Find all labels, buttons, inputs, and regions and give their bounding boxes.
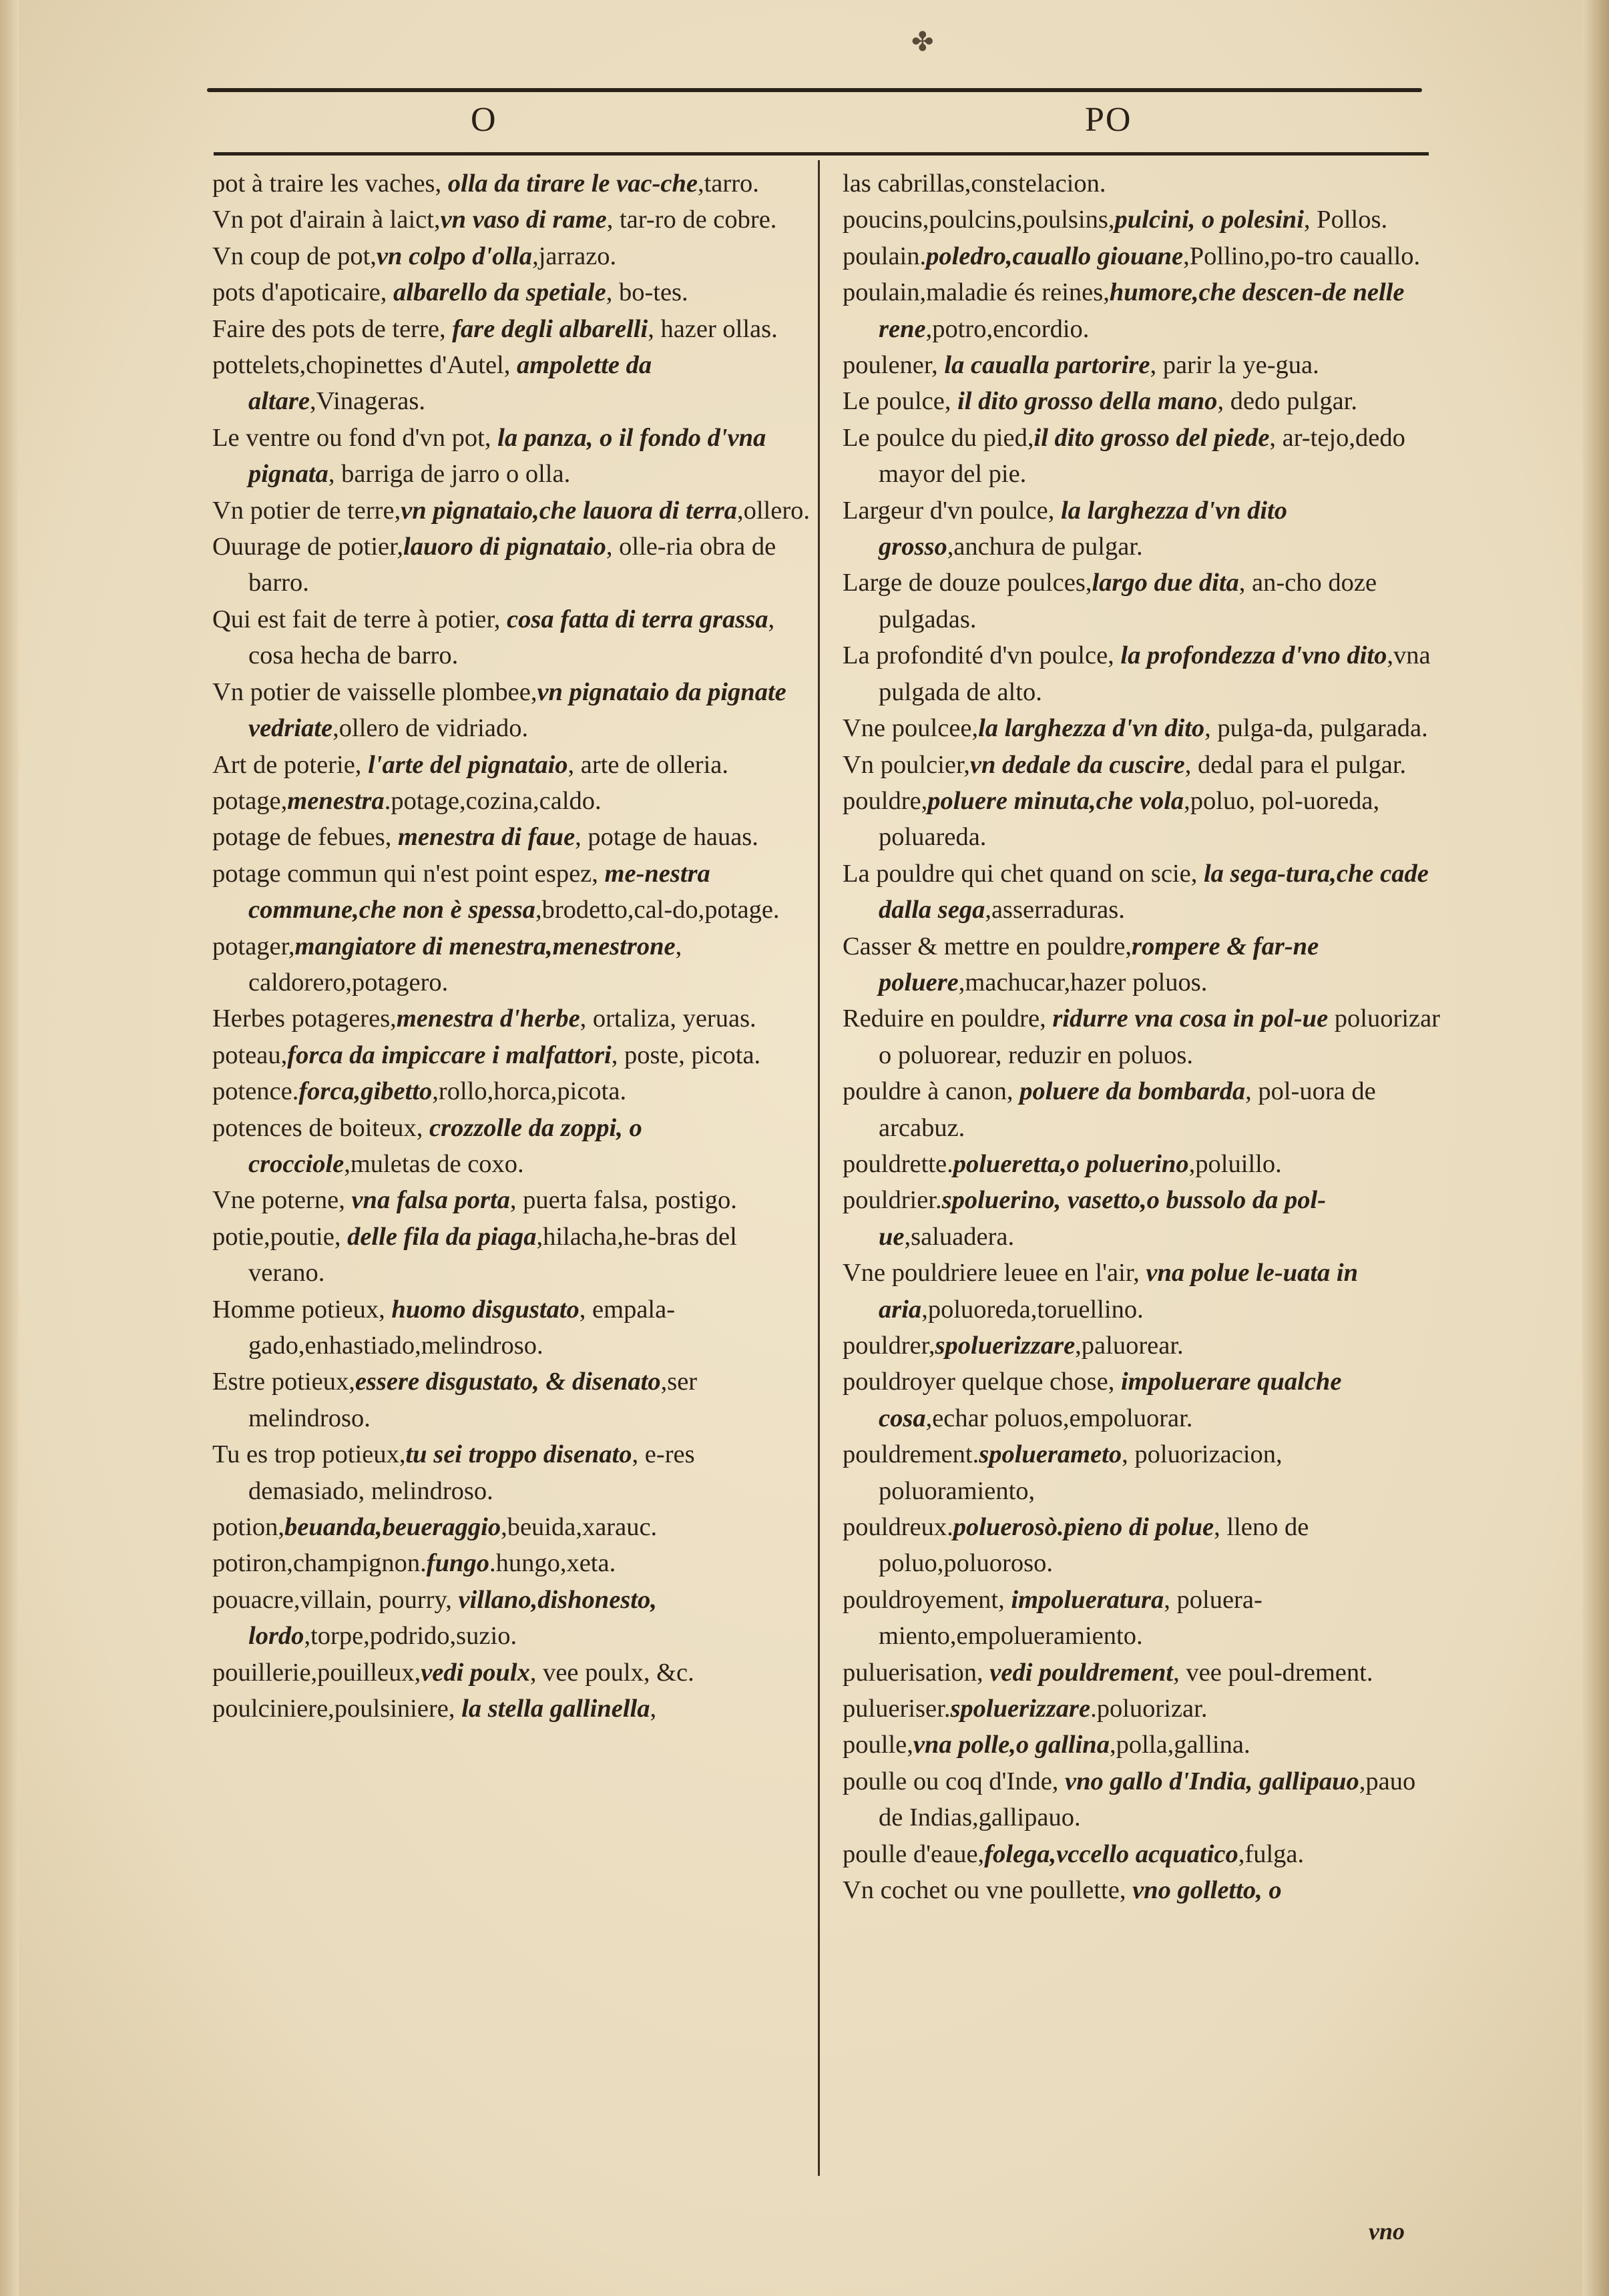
entry-text: puluerisation, [843,1658,990,1687]
entry-text: , parir la ye-gua. [1150,351,1319,380]
entry-text: poulciniere,poulsiniere, [212,1695,462,1723]
entry-text: ,saluadera. [904,1222,1015,1251]
italian-gloss: me-nestra commune,che non è spessa [248,859,710,924]
entry-text: Casser & mettre en pouldre, [843,932,1132,960]
entry-text: ,anchura de pulgar. [947,533,1143,561]
entry-text: ,ollero. [736,496,811,525]
dictionary-entry [843,1509,1443,1582]
italian-gloss: menestra d'herbe [396,1005,580,1033]
entry-text: ,fulga. [1238,1839,1305,1868]
italian-gloss: mangiatore di menestra,menestrone [294,932,676,960]
italian-gloss: vn pignataio,che lauora di terra [401,496,737,525]
entry-text: Vne poterne, [212,1186,352,1215]
entry-text: Vn cochet ou vne poullette, [843,1876,1133,1905]
entry-text: ,poluillo. [1188,1149,1282,1178]
italian-gloss: crozzolle da zoppi, o crocciole [248,1113,642,1178]
entry-text: poulle ou coq d'Inde, [843,1767,1066,1795]
entry-text: ,asserraduras. [985,896,1125,924]
italian-gloss: vna polue le-uata in aria [879,1259,1359,1324]
entry-text: , ortaliza, yeruas. [580,1005,756,1033]
italian-gloss: largo due dita [1092,569,1239,597]
entry-text: potage de febues, [212,823,398,852]
italian-gloss: la sega-tura,che cade dalla sega [879,859,1429,924]
italian-gloss: pulcini, o polesini [1114,206,1304,234]
entry-text: ,vna pulgada de alto. [879,641,1431,706]
dictionary-entry [843,166,1443,202]
running-head-left: O [471,101,497,139]
entry-text: , [650,1695,657,1723]
entry-text: , cosa hecha de barro. [248,605,775,670]
entry-text: , Pollos. [1303,206,1388,234]
dictionary-entry [212,1545,813,1581]
italian-gloss: la caualla partorire [944,351,1150,380]
entry-text: pottelets,chopinettes d'Autel, [212,351,517,380]
entry-text: ,beuida,xarauc. [501,1513,658,1542]
entry-text: poucins,poulcins,poulsins, [843,206,1115,234]
entry-text: Vn potier de vaisselle plombee, [212,677,537,706]
italian-gloss: fungo [426,1549,489,1578]
top-rule [207,88,1422,92]
entry-text: potage, [212,786,288,815]
italian-gloss: spoluerizzare [950,1695,1091,1723]
dictionary-entry [843,1763,1443,1836]
entry-text: Tu es trop potieux, [212,1440,406,1469]
entry-text: , dedal para el pulgar. [1184,750,1407,779]
entry-text: potence. [212,1077,299,1106]
running-head-right: PO [1085,101,1132,139]
page-edge-left [0,0,19,2296]
dictionary-entry [843,747,1443,783]
dictionary-entry [843,420,1443,493]
entry-text: pouldreux. [843,1513,953,1542]
entry-text: poluorizar o poluorear, reduzir en poluos. [879,1005,1441,1069]
entry-text: ,potro,encordio. [925,314,1090,343]
entry-text: , hazer ollas. [648,314,778,343]
dictionary-entry [843,710,1443,746]
entry-text: Largeur d'vn poulce, [843,496,1061,525]
dictionary-entry [212,202,813,238]
dictionary-entry [843,783,1443,856]
entry-text: .poluorizar. [1090,1695,1208,1723]
entry-text: potage commun qui n'est point espez, [212,859,605,888]
entry-text: las cabrillas,constelacion. [843,170,1106,198]
italian-gloss: la panza, o il fondo d'vna pignata [248,423,766,489]
italian-gloss: la stella gallinella [461,1695,650,1723]
dictionary-entry [843,1328,1443,1364]
entry-text: ,echar poluos,empoluorar. [925,1404,1193,1432]
italian-gloss: cosa fatta di terra grassa [507,605,768,633]
entry-text: ,polla,gallina. [1109,1731,1250,1759]
entry-text: potager, [212,932,295,960]
dictionary-entry [843,928,1443,1001]
entry-text: Vn coup de pot, [212,242,377,270]
italian-gloss: forca da impiccare i malfattori [287,1041,612,1069]
entry-text: La pouldre qui chet quand on scie, [843,859,1204,888]
italian-gloss: impoluerare qualche cosa [879,1368,1342,1432]
dictionary-entry [212,493,813,529]
header-rule [214,152,1429,156]
entry-text: ,poluoreda,toruellino. [921,1295,1144,1324]
italian-gloss: vna falsa porta [351,1186,510,1215]
italian-gloss: fare degli albarelli [452,314,648,343]
entry-text: ,ollero de vidriado. [332,714,529,743]
entry-text: ,muletas de coxo. [344,1149,524,1178]
entry-text: pouillerie,pouilleux, [212,1658,421,1687]
italian-gloss: rompere & far-ne poluere [879,932,1319,996]
italian-gloss: lauoro di pignataio [403,533,606,561]
entry-text: ,poluo, pol-uoreda, poluareda. [879,786,1380,852]
entry-text: pulueriser. [843,1695,951,1723]
catchword: vno [1369,2218,1405,2245]
italian-gloss: delle fila da piaga [347,1222,537,1251]
entry-text: pouldrier. [843,1186,942,1215]
dictionary-entry [212,674,813,747]
dictionary-entry [843,202,1443,238]
dictionary-entry [212,601,813,674]
italian-gloss: olla da tirare le vac-che [447,170,698,198]
entry-text: pouldrette. [843,1149,953,1178]
entry-text: pouldrer, [843,1332,935,1360]
italian-gloss: spoluerameto [979,1440,1122,1469]
entry-text: pouacre,villain, pourry, [212,1585,459,1614]
italian-gloss: vn pignataio da pignate vedriate [248,677,786,743]
entry-text: , olle-ria obra de barro. [248,533,776,597]
italian-gloss: menestra [287,786,385,815]
page-edge-right [1582,0,1609,2296]
entry-text: , empala-gado,enhastiado,melindroso. [248,1295,676,1360]
entry-text: pouldroyer quelque chose, [843,1368,1121,1396]
italian-gloss: spoluerizzare [935,1332,1076,1360]
entry-text: Estre potieux, [212,1368,355,1396]
italian-gloss: folega,vccello acquatico [984,1839,1238,1868]
dictionary-entry [843,1182,1443,1255]
entry-text: Reduire en pouldre, [843,1005,1053,1033]
entry-text: ,Vinageras. [309,387,425,416]
entry-text: , ar-tejo,dedo mayor del pie. [879,423,1405,489]
entry-text: Le poulce du pied, [843,423,1034,452]
dictionary-entry [843,1000,1443,1073]
entry-text: Qui est fait de terre à potier, [212,605,507,633]
entry-text: , bo-tes. [606,278,688,307]
italian-gloss: ampolette da altare [248,351,652,416]
italian-gloss: polueretta,o poluerino [953,1149,1189,1178]
entry-text: , lleno de poluo,poluoroso. [879,1513,1309,1578]
dictionary-entry [843,1872,1443,1908]
entry-text: poulain. [843,242,927,270]
entry-text: Large de douze poulces, [843,569,1092,597]
entry-text: ,Pollino,po-tro cauallo. [1183,242,1421,270]
entry-text: poulle, [843,1731,913,1759]
dictionary-entry [843,1436,1443,1509]
dictionary-entry [212,311,813,347]
italian-gloss: la larghezza d'vn dito grosso [879,496,1288,561]
italian-gloss: vna polle,o gallina [913,1731,1110,1759]
entry-text: , tar-ro de cobre. [606,206,777,234]
dictionary-entry [212,1219,813,1292]
italian-gloss: la larghezza d'vn dito [978,714,1205,743]
right-column [843,166,1443,1909]
entry-text: ,pauo de Indias,gallipauo. [879,1767,1416,1832]
italian-gloss: humore,che descen-de nelle rene [879,278,1405,343]
dictionary-entry [212,1509,813,1545]
entry-text: , e-res demasiado, melindroso. [248,1440,695,1505]
entry-text: ,rollo,horca,picota. [432,1077,627,1106]
dictionary-entry [212,1691,813,1727]
entry-text: poteau, [212,1041,288,1069]
dictionary-entry [212,747,813,783]
entry-text: Vn pot d'airain à laict, [212,206,441,234]
entry-text: ,ser melindroso. [248,1368,698,1432]
dictionary-entry [212,238,813,274]
dictionary-entry [212,1655,813,1691]
italian-gloss: poluerosò.pieno di polue [953,1513,1214,1542]
dictionary-entry [212,529,813,601]
entry-text: , vee poulx, &c. [529,1658,694,1687]
dictionary-entry [843,1364,1443,1436]
italian-gloss: menestra di faue [397,823,576,852]
dictionary-entry [212,856,813,928]
entry-text: Vne poulcee, [843,714,979,743]
entry-text: pot à traire les vaches, [212,170,448,198]
italian-gloss: vn dedale da cuscire [969,750,1185,779]
entry-text: , vee poul-drement. [1173,1658,1373,1687]
entry-text: , pulga-da, pulgarada. [1204,714,1428,743]
italian-gloss: vedi pouldrement [989,1658,1174,1687]
left-column [212,166,813,1727]
entry-text: potie,poutie, [212,1222,348,1251]
entry-text: , pol-uora de arcabuz. [879,1077,1376,1142]
dictionary-entry [212,274,813,310]
entry-text: potiron,champignon. [212,1549,427,1578]
dictionary-entry [843,856,1443,928]
dictionary-entry [843,1691,1443,1727]
entry-text: ,paluorear. [1075,1332,1184,1360]
italian-gloss: vn colpo d'olla [376,242,533,270]
italian-gloss: il dito grosso della mano [957,387,1218,416]
entry-text: , poluorizacion, poluoramiento, [879,1440,1283,1505]
entry-text: La profondité d'vn poulce, [843,641,1121,670]
entry-text: Herbes potageres, [212,1005,397,1033]
column-divider [818,160,820,2176]
entry-text: Vne pouldriere leuee en l'air, [843,1259,1146,1287]
italian-gloss: albarello da spetiale [393,278,606,307]
entry-text: ,tarro. [697,170,759,198]
dictionary-entry [843,565,1443,637]
italian-gloss: poluere minuta,che vola [927,786,1184,815]
italian-gloss: vno golletto, o [1132,1876,1282,1905]
dictionary-entry [212,783,813,819]
italian-gloss: vedi poulx [421,1658,530,1687]
dictionary-entry [212,1582,813,1655]
entry-text: ,jarrazo. [532,242,617,270]
entry-text: Vn potier de terre, [212,496,401,525]
entry-text: pouldrement. [843,1440,979,1469]
entry-text: potences de boiteux, [212,1113,430,1142]
dictionary-entry [843,1255,1443,1328]
entry-text: , arte de olleria. [567,750,729,779]
dictionary-entry [212,1000,813,1037]
entry-text: potion, [212,1513,285,1542]
entry-text: pouldre, [843,786,928,815]
italian-gloss: forca,gibetto [298,1077,433,1106]
entry-text: ,hilacha,he-bras del verano. [248,1222,737,1287]
dictionary-entry [843,274,1443,347]
italian-gloss: poledro,cauallo giouane [926,242,1184,270]
entry-text: Faire des pots de terre, [212,314,453,343]
dictionary-entry [212,347,813,420]
italian-gloss: l'arte del pignataio [368,750,568,779]
entry-text: , barriga de jarro o olla. [328,460,571,489]
dictionary-entry [843,1655,1443,1691]
entry-text: poulener, [843,351,945,380]
dictionary-entry [212,420,813,493]
entry-text: pouldroyement, [843,1585,1011,1614]
dictionary-entry [212,1037,813,1073]
entry-text: Ouurage de potier, [212,533,404,561]
italian-gloss: spoluerino, vasetto,o bussolo da pol-ue [879,1186,1327,1251]
italian-gloss: vn vaso di rame [440,206,607,234]
dictionary-entry [212,1292,813,1364]
entry-text: poulle d'eaue, [843,1839,985,1868]
dictionary-entry [212,1182,813,1218]
dictionary-entry [843,1836,1443,1872]
italian-gloss: essere disgustato, & disenato [355,1368,661,1396]
italian-gloss: ridurre vna cosa in pol-ue [1052,1005,1329,1033]
italian-gloss: il dito grosso del piede [1033,423,1270,452]
dictionary-entry [212,1073,813,1109]
dictionary-entry [212,1110,813,1183]
entry-text: ,brodetto,cal-do,potage. [535,896,780,924]
entry-text: Vn poulcier, [843,750,970,779]
italian-gloss: vno gallo d'India, gallipauo [1065,1767,1359,1795]
italian-gloss: beuanda,beueraggio [284,1513,501,1542]
dictionary-entry [843,1727,1443,1763]
entry-text: , poste, picota. [611,1041,761,1069]
dictionary-entry [843,493,1443,565]
entry-text: pouldre à canon, [843,1077,1020,1106]
italian-gloss: poluere da bombarda [1019,1077,1246,1106]
entry-text: , puerta falsa, postigo. [509,1186,737,1215]
dictionary-entry [212,819,813,855]
entry-text: Art de poterie, [212,750,369,779]
entry-text: , caldorero,potagero. [248,932,682,996]
entry-text: , poluera-miento,empolueramiento. [879,1585,1262,1651]
italian-gloss: huomo disgustato [391,1295,580,1324]
entry-text: ,torpe,podrido,suzio. [304,1622,517,1651]
italian-gloss: tu sei troppo disenato [405,1440,632,1469]
entry-text: , potage de hauas. [575,823,758,852]
ornament-icon: ✤ [911,27,934,57]
dictionary-entry [843,637,1443,710]
dictionary-entry [212,1436,813,1509]
italian-gloss: la profondezza d'vno dito [1120,641,1387,670]
entry-text: pots d'apoticaire, [212,278,394,307]
dictionary-entry [843,383,1443,419]
dictionary-entry [843,1582,1443,1655]
dictionary-entry [843,238,1443,274]
entry-text: Le poulce, [843,387,958,416]
entry-text: poulain,maladie és reines, [843,278,1110,307]
entry-text: .potage,cozina,caldo. [384,786,602,815]
entry-text: ,machucar,hazer poluos. [958,968,1208,996]
entry-text: Homme potieux, [212,1295,392,1324]
dictionary-entry [843,347,1443,383]
dictionary-entry [843,1146,1443,1182]
entry-text: .hungo,xeta. [489,1549,616,1578]
dictionary-entry [212,166,813,202]
entry-text: , dedo pulgar. [1217,387,1358,416]
entry-text: Le ventre ou fond d'vn pot, [212,423,498,452]
italian-gloss: impolueratura [1011,1585,1164,1614]
dictionary-entry [843,1073,1443,1146]
dictionary-entry [212,1364,813,1436]
italian-gloss: villano,dishonesto, lordo [248,1585,657,1651]
dictionary-entry [212,928,813,1001]
entry-text: , an-cho doze pulgadas. [879,569,1377,633]
